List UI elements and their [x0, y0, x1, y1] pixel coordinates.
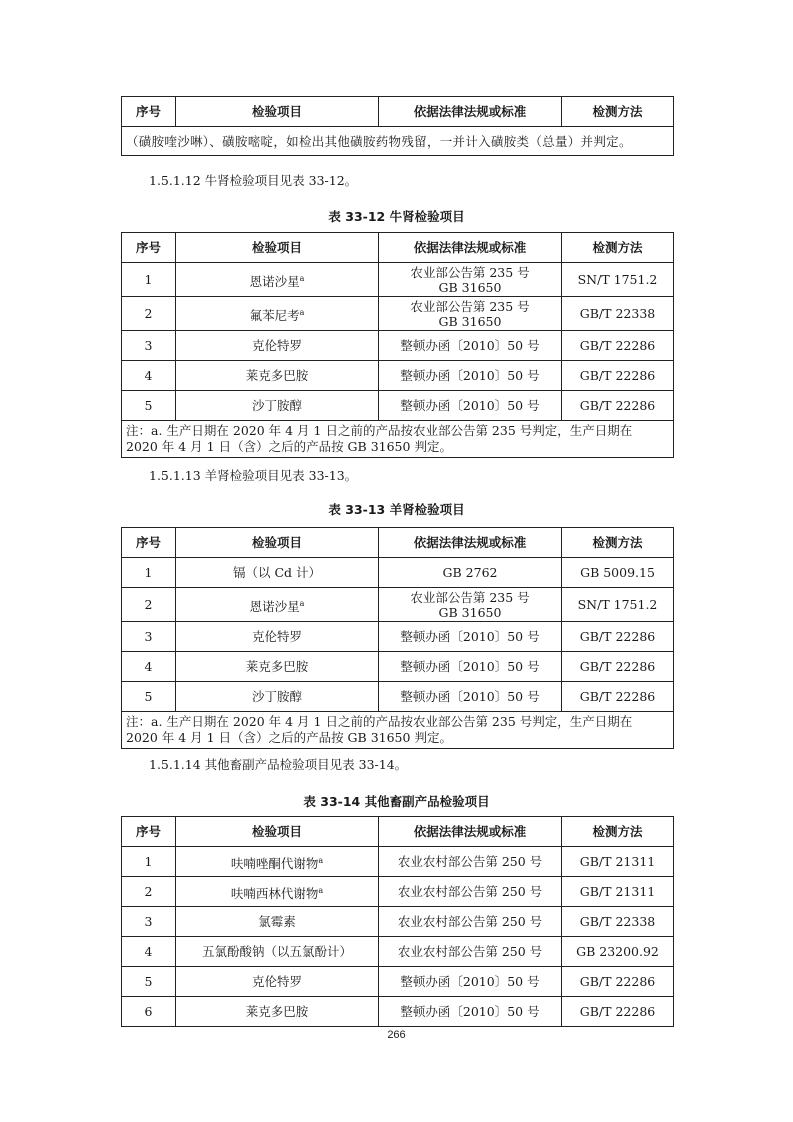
header-law: 依据法律法规或标准 [379, 97, 562, 127]
header-item: 检验项目 [176, 97, 379, 127]
row-method: GB/T 21311 [562, 847, 674, 877]
row-item: 莱克多巴胺 [176, 652, 379, 682]
header-no: 序号 [122, 97, 176, 127]
row-law: GB 2762 [379, 558, 562, 588]
row-item: 沙丁胺醇 [176, 391, 379, 421]
row-method: GB/T 22286 [562, 331, 674, 361]
row-item: 沙丁胺醇 [176, 682, 379, 712]
header-law: 依据法律法规或标准 [379, 233, 562, 263]
row-law: 整顿办函〔2010〕50 号 [379, 682, 562, 712]
table-row [122, 847, 674, 877]
row-method: GB/T 22338 [562, 297, 674, 331]
row-item: 五氯酚酸钠（以五氯酚计） [176, 937, 379, 967]
row-no: 1 [122, 263, 176, 297]
table-row [122, 682, 674, 712]
row-item: 呋喃唑酮代谢物$^a$ [176, 847, 379, 877]
table-row [122, 391, 674, 421]
header-law: 依据法律法规或标准 [379, 528, 562, 558]
row-no: 4 [122, 652, 176, 682]
continuation-text: （磺胺喹沙啉）、磺胺嘧啶，如检出其他磺胺药物残留，一并计入磺胺类（总量）并判定。 [122, 127, 674, 156]
table-note: 注：a. 生产日期在 2020 年 4 月 1 日之前的产品按农业部公告第 235 号判定，生产日期在 2020 年 4 月 1 日（含）之后的产品按 GB 31650 判定。 [122, 712, 674, 749]
row-no: 3 [122, 907, 176, 937]
table-row [122, 937, 674, 967]
row-no: 2 [122, 877, 176, 907]
row-no: 2 [122, 588, 176, 622]
row-no: 3 [122, 331, 176, 361]
row-method: GB/T 22338 [562, 907, 674, 937]
row-method: SN/T 1751.2 [562, 263, 674, 297]
table-33-14 [121, 816, 674, 1027]
header-item: 检验项目 [176, 817, 379, 847]
row-item: 氯霉素 [176, 907, 379, 937]
row-law: 农业部公告第 235 号 GB 31650 [379, 263, 562, 297]
table-caption-33-13: 表 33-13 羊肾检验项目 [328, 502, 465, 517]
table-row [122, 907, 674, 937]
table-row [122, 297, 674, 331]
header-method: 检测方法 [562, 817, 674, 847]
header-item: 检验项目 [176, 528, 379, 558]
row-item: 克伦特罗 [176, 967, 379, 997]
row-item: 恩诺沙星$^a$ [176, 263, 379, 297]
header-no: 序号 [122, 528, 176, 558]
row-law: 农业部公告第 235 号 GB 31650 [379, 588, 562, 622]
table-row [122, 622, 674, 652]
row-method: GB/T 22286 [562, 682, 674, 712]
row-law: 整顿办函〔2010〕50 号 [379, 652, 562, 682]
row-item: 镉（以 Cd 计） [176, 558, 379, 588]
row-law: 整顿办函〔2010〕50 号 [379, 331, 562, 361]
row-law: 农业农村部公告第 250 号 [379, 907, 562, 937]
row-law: 农业农村部公告第 250 号 [379, 937, 562, 967]
paragraph-1-5-1-12: 1.5.1.12 牛肾检验项目见表 33-12。 [149, 173, 358, 188]
table-row [122, 997, 674, 1027]
row-method: GB 5009.15 [562, 558, 674, 588]
table-row [122, 361, 674, 391]
header-law: 依据法律法规或标准 [379, 817, 562, 847]
header-item: 检验项目 [176, 233, 379, 263]
row-method: GB/T 22286 [562, 391, 674, 421]
row-no: 6 [122, 997, 176, 1027]
page-number: 266 [387, 1029, 406, 1041]
table-row [122, 263, 674, 297]
header-no: 序号 [122, 817, 176, 847]
row-method: GB/T 22286 [562, 652, 674, 682]
row-method: GB/T 22286 [562, 361, 674, 391]
paragraph-1-5-1-14: 1.5.1.14 其他畜副产品检验项目见表 33-14。 [149, 757, 408, 772]
table-row [122, 652, 674, 682]
row-method: GB 23200.92 [562, 937, 674, 967]
row-item: 克伦特罗 [176, 331, 379, 361]
row-method: GB/T 21311 [562, 877, 674, 907]
row-item: 恩诺沙星$^a$ [176, 588, 379, 622]
row-law: 整顿办函〔2010〕50 号 [379, 997, 562, 1027]
row-law: 整顿办函〔2010〕50 号 [379, 391, 562, 421]
row-no: 1 [122, 847, 176, 877]
table-row [122, 331, 674, 361]
paragraph-1-5-1-13: 1.5.1.13 羊肾检验项目见表 33-13。 [149, 468, 358, 483]
header-method: 检测方法 [562, 528, 674, 558]
row-item: 莱克多巴胺 [176, 361, 379, 391]
row-no: 5 [122, 967, 176, 997]
row-item: 呋喃西林代谢物$^a$ [176, 877, 379, 907]
row-method: GB/T 22286 [562, 997, 674, 1027]
row-no: 4 [122, 937, 176, 967]
table-row [122, 558, 674, 588]
table-continued [121, 96, 674, 156]
table-33-12 [121, 232, 674, 458]
row-method: GB/T 22286 [562, 622, 674, 652]
row-item: 莱克多巴胺 [176, 997, 379, 1027]
row-method: SN/T 1751.2 [562, 588, 674, 622]
row-no: 5 [122, 682, 176, 712]
table-row [122, 588, 674, 622]
row-method: GB/T 22286 [562, 967, 674, 997]
row-item: 克伦特罗 [176, 622, 379, 652]
row-no: 3 [122, 622, 176, 652]
row-law: 农业农村部公告第 250 号 [379, 877, 562, 907]
table-caption-33-14: 表 33-14 其他畜副产品检验项目 [303, 794, 490, 809]
row-law: 农业农村部公告第 250 号 [379, 847, 562, 877]
table-row [122, 967, 674, 997]
header-no: 序号 [122, 233, 176, 263]
row-no: 5 [122, 391, 176, 421]
header-method: 检测方法 [562, 233, 674, 263]
table-note: 注：a. 生产日期在 2020 年 4 月 1 日之前的产品按农业部公告第 235 号判定，生产日期在 2020 年 4 月 1 日（含）之后的产品按 GB 31650 判定。 [122, 421, 674, 458]
row-law: 整顿办函〔2010〕50 号 [379, 361, 562, 391]
header-method: 检测方法 [562, 97, 674, 127]
row-no: 1 [122, 558, 176, 588]
row-law: 农业部公告第 235 号 GB 31650 [379, 297, 562, 331]
table-row [122, 877, 674, 907]
row-no: 2 [122, 297, 176, 331]
row-law: 整顿办函〔2010〕50 号 [379, 967, 562, 997]
row-item: 氟苯尼考$^a$ [176, 297, 379, 331]
row-law: 整顿办函〔2010〕50 号 [379, 622, 562, 652]
table-caption-33-12: 表 33-12 牛肾检验项目 [328, 209, 465, 224]
row-no: 4 [122, 361, 176, 391]
table-33-13 [121, 527, 674, 749]
